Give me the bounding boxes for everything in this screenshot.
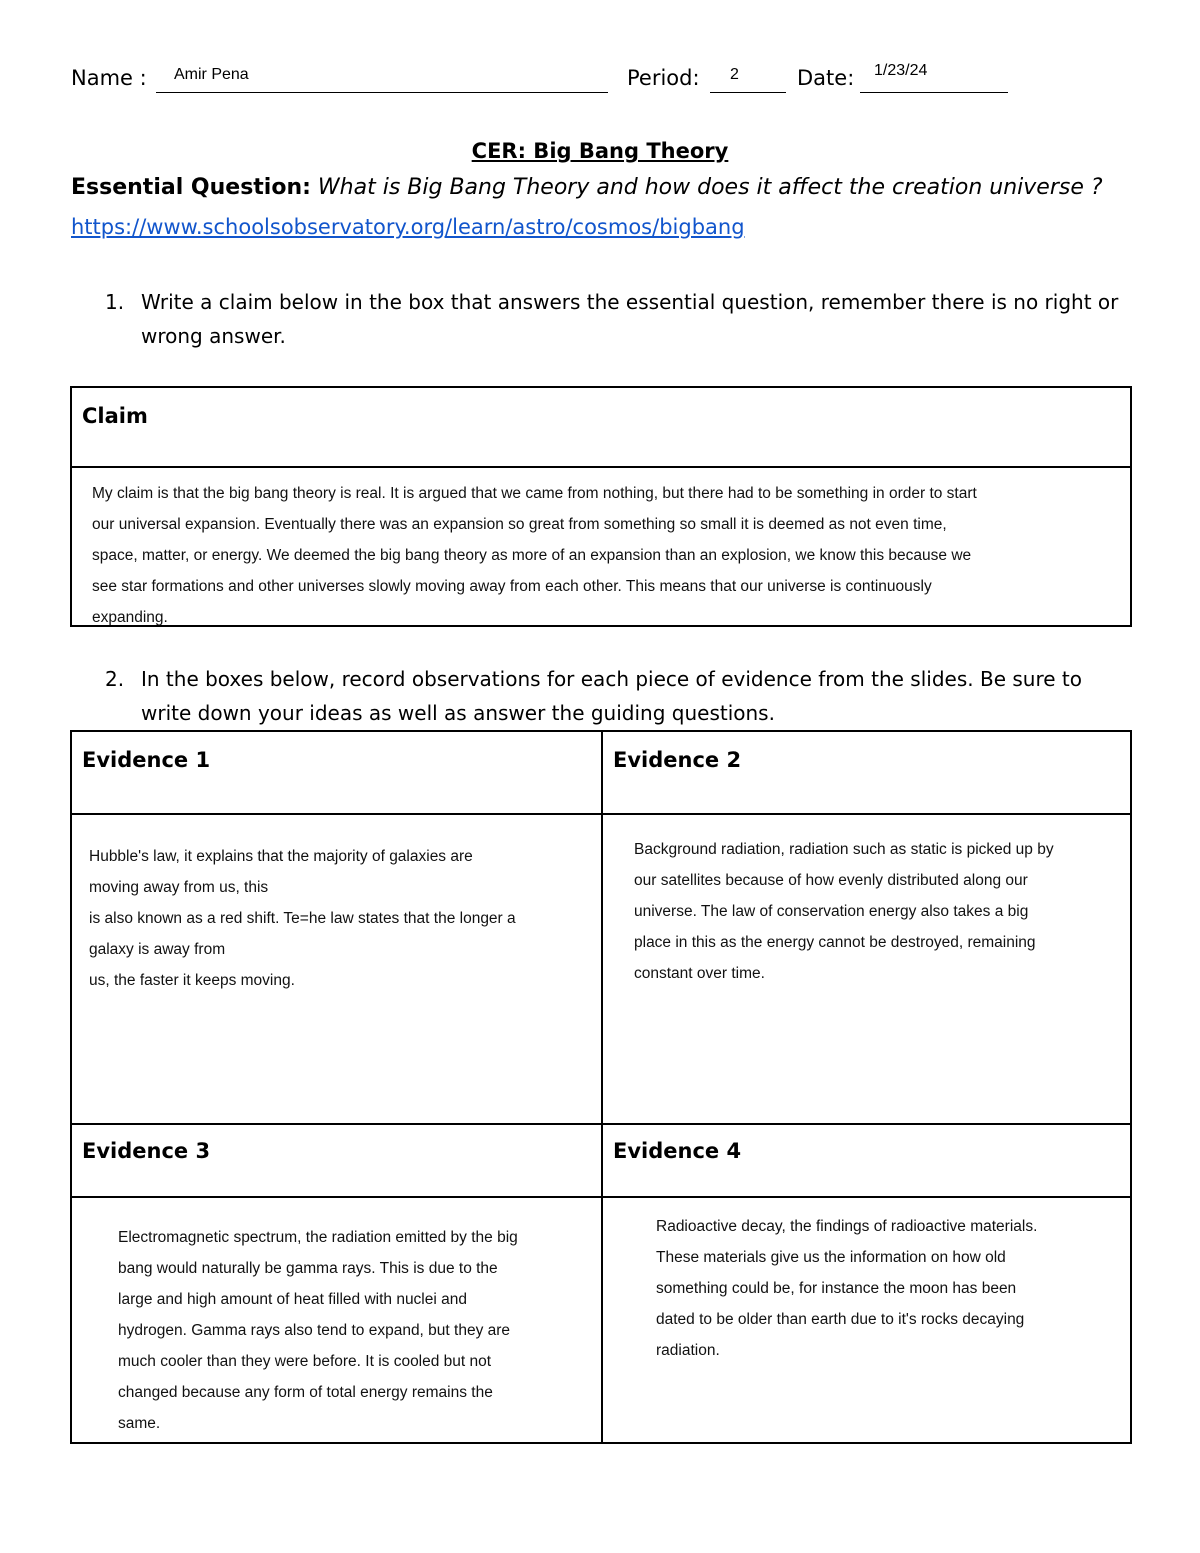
evidence-4-line: something could be, for instance the moon has been [656, 1280, 1017, 1297]
date-underline [860, 92, 1008, 93]
essential-question-label: Essential Question: [71, 175, 311, 200]
evidence-4-response[interactable] [656, 1211, 1124, 1366]
evidence-2-line: constant over time. [634, 965, 765, 982]
date-label: Date: [797, 66, 855, 90]
evidence-1-line: is also known as a red shift. Te=he law states that the longer a [89, 910, 516, 927]
evidence-2-line: our satellites because of how evenly distributed along our [634, 872, 1028, 889]
page-title [0, 139, 1200, 163]
evidence-4-line: Radioactive decay, the findings of radioactive materials. [656, 1218, 1038, 1235]
evidence-1-response[interactable] [89, 841, 589, 996]
evidence-2-line: Background radiation, radiation such as static is picked up by [634, 841, 1054, 858]
claim-response[interactable] [72, 468, 1130, 627]
evidence-3-line: same. [118, 1415, 161, 1432]
evidence-4-line: dated to be older than earth due to it's rocks decaying [656, 1311, 1025, 1328]
evidence-2-line: universe. The law of conservation energy also takes a big [634, 903, 1029, 920]
evidence-1-heading: Evidence 1 [82, 748, 211, 772]
essential-question-text: What is Big Bang Theory and how does it affect the creation universe ? [317, 175, 1103, 200]
claim-line: space, matter, or energy. We deemed the big bang theory as more of an expansion than an explosion, we know this because we [92, 547, 972, 564]
question-1 [105, 285, 1165, 355]
claim-line: expanding. [92, 609, 168, 626]
evidence-1-line: Hubble's law, it explains that the majority of galaxies are [89, 848, 473, 865]
claim-line: our universal expansion. Eventually there was an expansion so great from something so small it is deemed as not even time, [92, 516, 947, 533]
evidence-divider [72, 813, 1130, 815]
question-1-line-1: Write a claim below in the box that answers the essential question, remember there is no right or [141, 290, 1119, 314]
evidence-3-heading: Evidence 3 [82, 1139, 211, 1163]
evidence-2-response[interactable] [634, 834, 1124, 989]
name-field[interactable]: Amir Pena [174, 66, 249, 83]
evidence-3-line: Electromagnetic spectrum, the radiation emitted by the big [118, 1229, 518, 1246]
claim-heading: Claim [72, 388, 1130, 468]
question-2-number: 2. [105, 667, 125, 691]
evidence-divider-vertical [601, 732, 603, 1442]
evidence-4-line: These materials give us the information on how old [656, 1249, 1006, 1266]
evidence-3-line: hydrogen. Gamma rays also tend to expand, but they are [118, 1322, 511, 1339]
evidence-4-heading: Evidence 4 [613, 1139, 742, 1163]
claim-line: My claim is that the big bang theory is real. It is argued that we came from nothing, but there had to be something in order to start [92, 485, 977, 502]
evidence-3-line: much cooler than they were before. It is cooled but not [118, 1353, 492, 1370]
period-underline [710, 92, 786, 93]
page-title-text: CER: Big Bang Theory [471, 139, 729, 163]
evidence-3-line: large and high amount of heat filled with nuclei and [118, 1291, 467, 1308]
name-label: Name : [71, 66, 147, 90]
question-2-line-2: write down your ideas as well as answer the guiding questions. [141, 701, 775, 725]
evidence-1-line: us, the faster it keeps moving. [89, 972, 295, 989]
essential-question [71, 175, 1103, 200]
question-1-number: 1. [105, 290, 125, 314]
evidence-table [70, 730, 1132, 1444]
evidence-1-line: moving away from us, this [89, 879, 269, 896]
question-1-text [141, 285, 1131, 353]
period-field[interactable]: 2 [730, 66, 739, 83]
question-1-line-2: wrong answer. [141, 324, 286, 348]
period-label: Period: [627, 66, 700, 90]
evidence-3-line: changed because any form of total energy remains the [118, 1384, 493, 1401]
question-2 [105, 662, 1165, 732]
resource-link[interactable]: https://www.schoolsobservatory.org/learn/astro/cosmos/bigbang [71, 215, 745, 239]
claim-line: see star formations and other universes slowly moving away from each other. This means that our universe is continuously [92, 578, 932, 595]
evidence-4-line: radiation. [656, 1342, 720, 1359]
claim-box [70, 386, 1132, 627]
evidence-1-line: galaxy is away from [89, 941, 226, 958]
question-2-text [141, 662, 1131, 730]
question-2-line-1: In the boxes below, record observations for each piece of evidence from the slides. Be sure to [141, 667, 1082, 691]
evidence-3-response[interactable] [118, 1222, 596, 1439]
evidence-divider [72, 1196, 1130, 1198]
evidence-2-line: place in this as the energy cannot be destroyed, remaining [634, 934, 1036, 951]
evidence-3-line: bang would naturally be gamma rays. This is due to the [118, 1260, 498, 1277]
name-underline [156, 92, 608, 93]
date-field[interactable]: 1/23/24 [874, 62, 928, 79]
evidence-2-heading: Evidence 2 [613, 748, 742, 772]
